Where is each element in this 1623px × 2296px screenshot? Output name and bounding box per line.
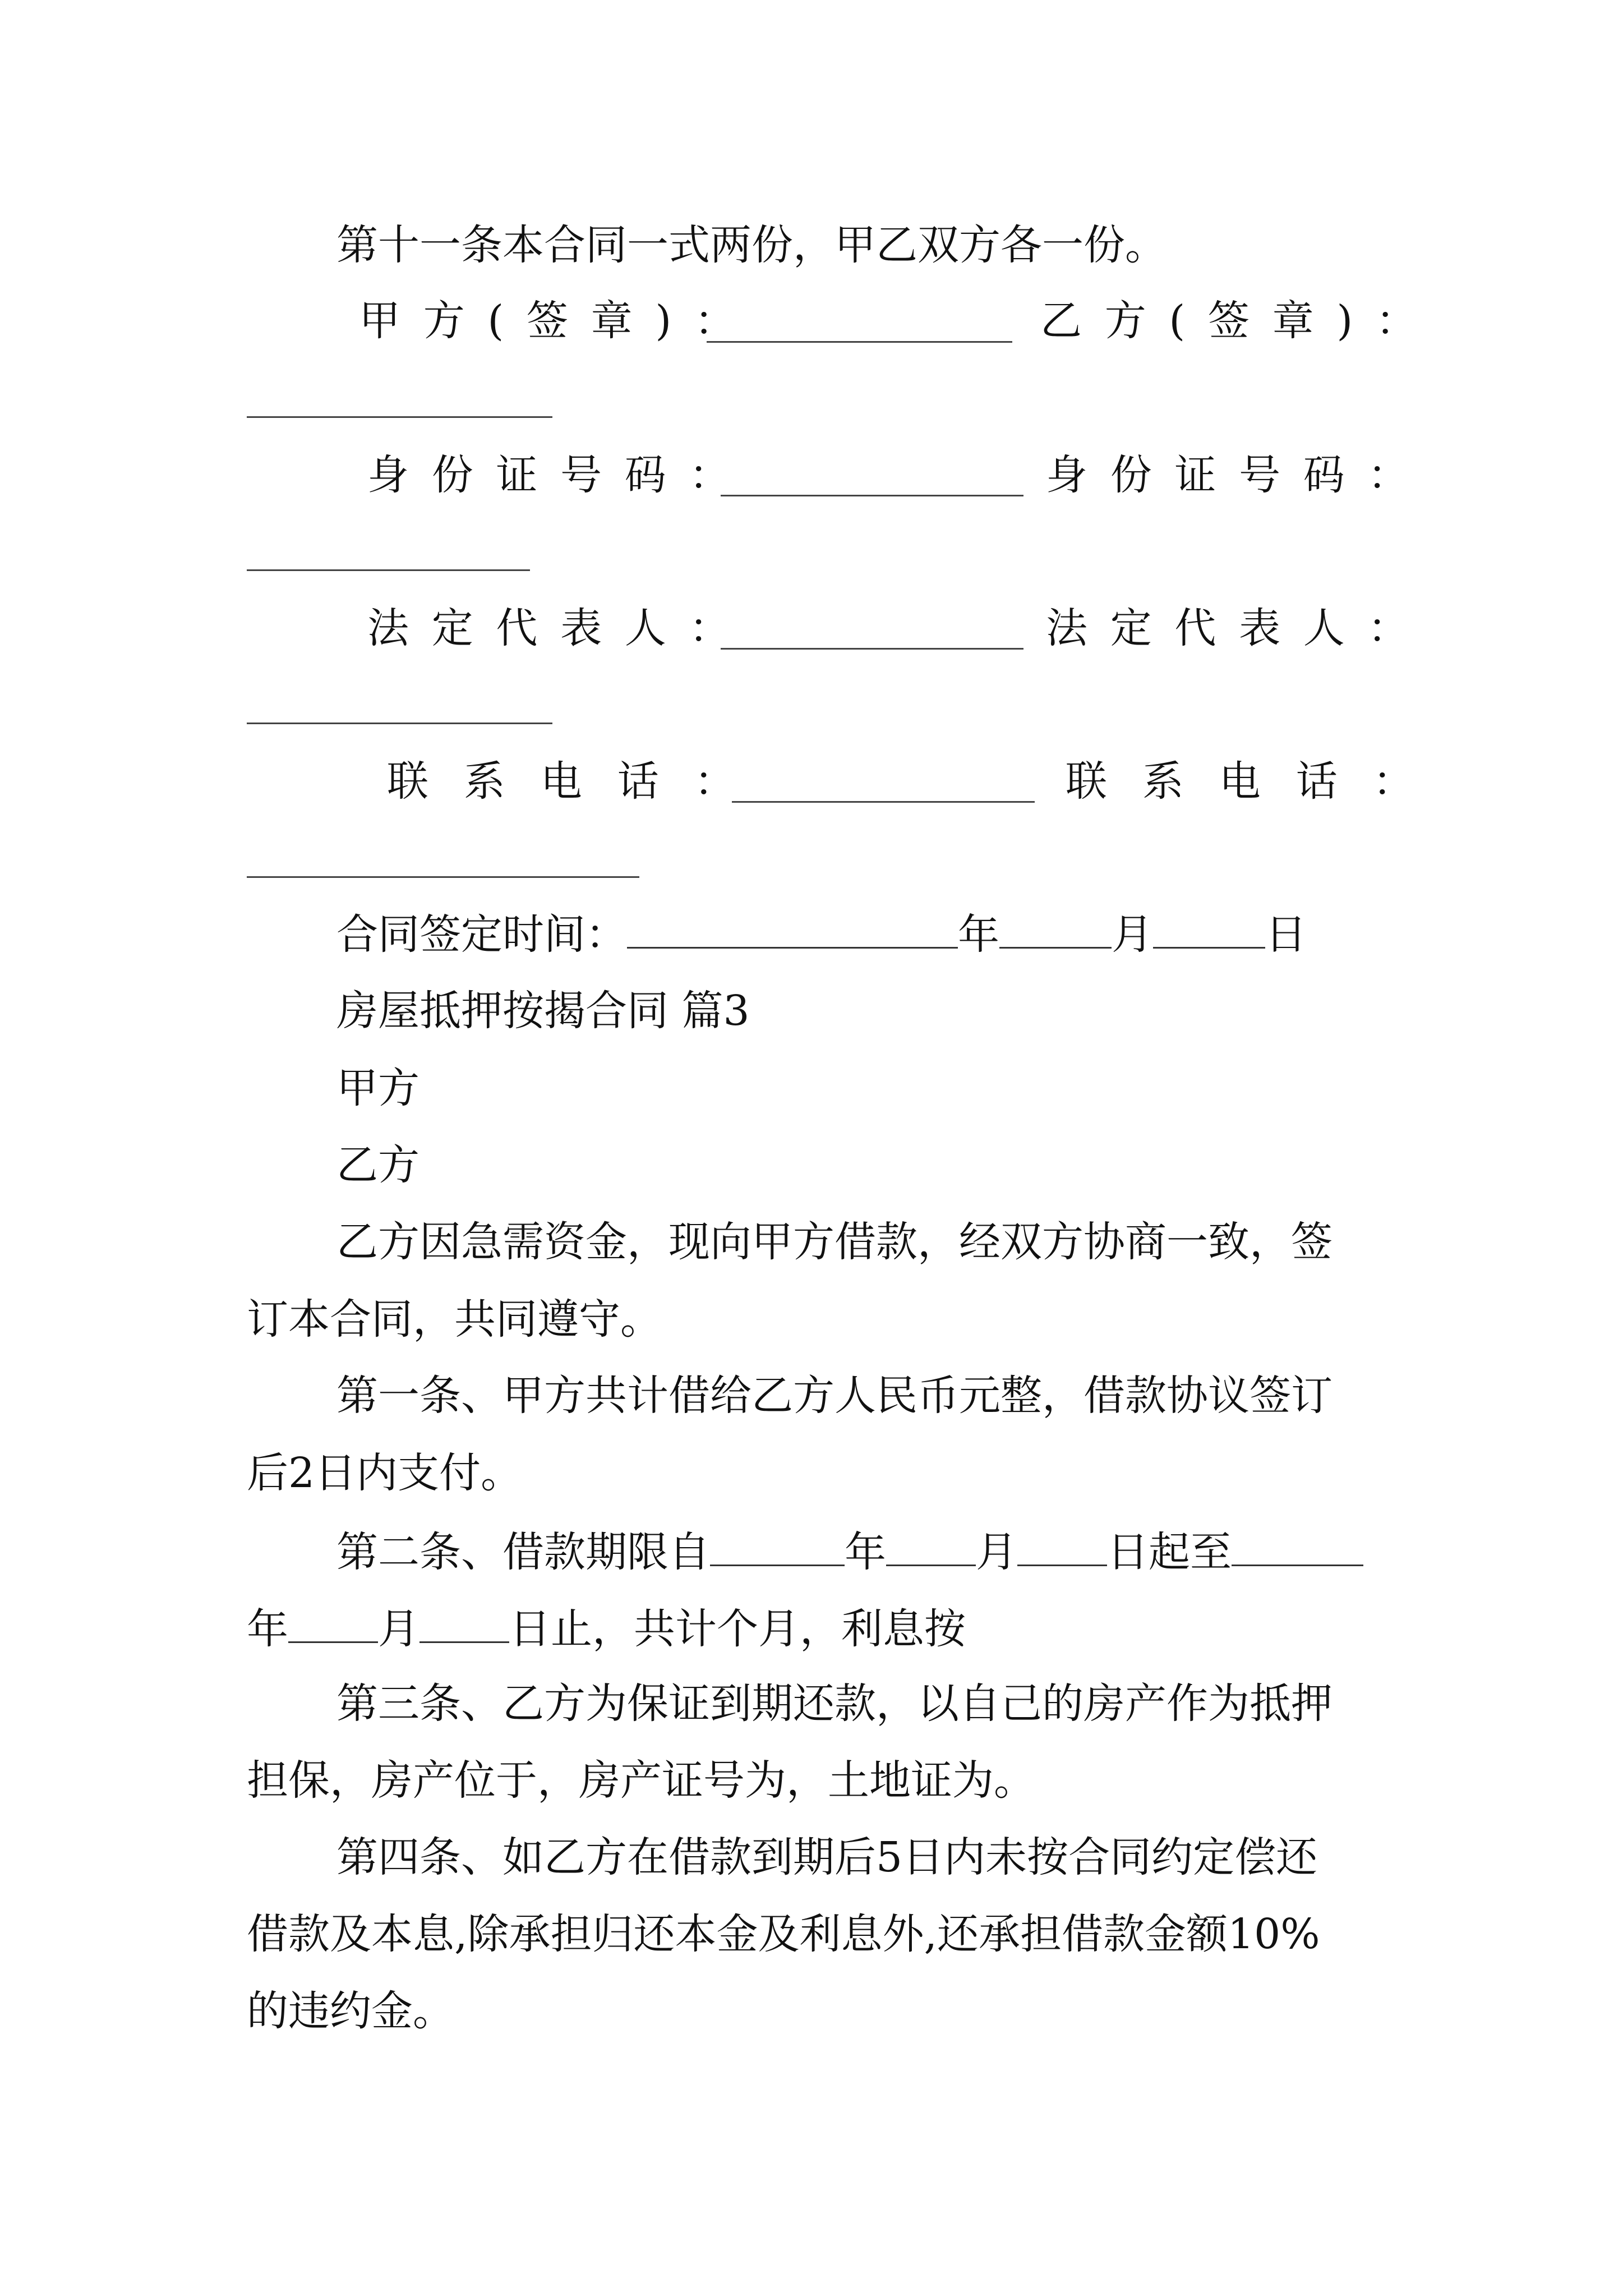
article-2-text-a: 第二条、借款期限自 <box>336 1527 710 1576</box>
article-2-line-2 <box>247 1604 966 1653</box>
party-b-id-blank <box>247 569 530 571</box>
article-11: 第十一条本合同一式两份，甲乙双方各一份。 <box>336 221 1166 269</box>
party-a-phone-blank <box>732 801 1035 803</box>
party-a-phone-label: 联系电话： <box>387 757 771 806</box>
article-1-line-1: 第一条、甲方共计借给乙方人民币元整，借款协议签订 <box>336 1372 1332 1420</box>
article-2-start-day-blank <box>1017 1529 1107 1566</box>
party-b-seal-label: 乙方(签章)： <box>1040 297 1440 345</box>
party-a-seal-label: 甲方(签章)： <box>359 297 759 345</box>
sign-date-month-blank <box>999 912 1112 949</box>
article-2-line-1 <box>336 1527 1363 1576</box>
sign-date-day: 日 <box>1265 910 1307 959</box>
article-2-end-day-blank <box>419 1606 509 1643</box>
party-b-rep-blank <box>247 723 552 724</box>
article-2-end-year-blank <box>1232 1529 1363 1566</box>
article-4-line-2: 借款及本息,除承担归还本金及利息外,还承担借款金额10% <box>247 1910 1320 1958</box>
article-3-line-1: 第三条、乙方为保证到期还款，以自己的房产作为抵押 <box>336 1680 1332 1728</box>
sign-date-year: 年 <box>958 910 999 959</box>
sign-date-month: 月 <box>1112 910 1153 959</box>
article-2-end-month: 月 <box>378 1604 419 1653</box>
party-b-phone-blank <box>247 876 639 878</box>
intro-line-2: 订本合同，共同遵守。 <box>247 1295 662 1343</box>
sign-date-year-blank <box>627 912 958 949</box>
article-2-text-b: 日起至 <box>1107 1527 1232 1576</box>
article-4-line-3: 的违约金。 <box>247 1987 454 2035</box>
sign-date-day-blank <box>1153 912 1265 949</box>
article-2-year: 年 <box>845 1527 886 1576</box>
party-b-seal-blank <box>247 416 552 418</box>
party-b-id-label: 身份证号码： <box>1046 451 1432 499</box>
article-4-line-1: 第四条、如乙方在借款到期后5日内未按合同约定偿还 <box>336 1833 1318 1881</box>
article-2-month: 月 <box>976 1527 1017 1576</box>
party-a-rep-blank <box>721 648 1023 650</box>
article-1-line-2: 后2日内支付。 <box>247 1449 523 1497</box>
article-3-line-2: 担保，房产位于，房产证号为，土地证为。 <box>247 1756 1035 1805</box>
sign-date-label: 合同签定时间： <box>336 910 627 959</box>
article-2-end-month-blank <box>288 1606 378 1643</box>
article-2-start-month-blank <box>886 1529 976 1566</box>
party-a-id-label: 身份证号码： <box>367 451 754 499</box>
party-a-line: 甲方 <box>336 1064 419 1112</box>
party-b-phone-label: 联系电话： <box>1066 757 1450 806</box>
party-b-line: 乙方 <box>336 1141 419 1189</box>
sign-date-line <box>336 910 1307 959</box>
article-2-end-year: 年 <box>247 1604 288 1653</box>
article-2-text-c: 日止，共计个月，利息按 <box>509 1604 966 1653</box>
party-b-rep-label: 法定代表人： <box>1046 604 1432 652</box>
party-a-id-blank <box>721 495 1023 496</box>
party-a-seal-blank <box>707 341 1012 343</box>
article-2-start-year-blank <box>710 1529 845 1566</box>
party-a-rep-label: 法定代表人： <box>367 604 754 652</box>
section-heading: 房屋抵押按揭合同 篇3 <box>336 987 750 1035</box>
intro-line-1: 乙方因急需资金，现向甲方借款，经双方协商一致，签 <box>336 1218 1332 1266</box>
